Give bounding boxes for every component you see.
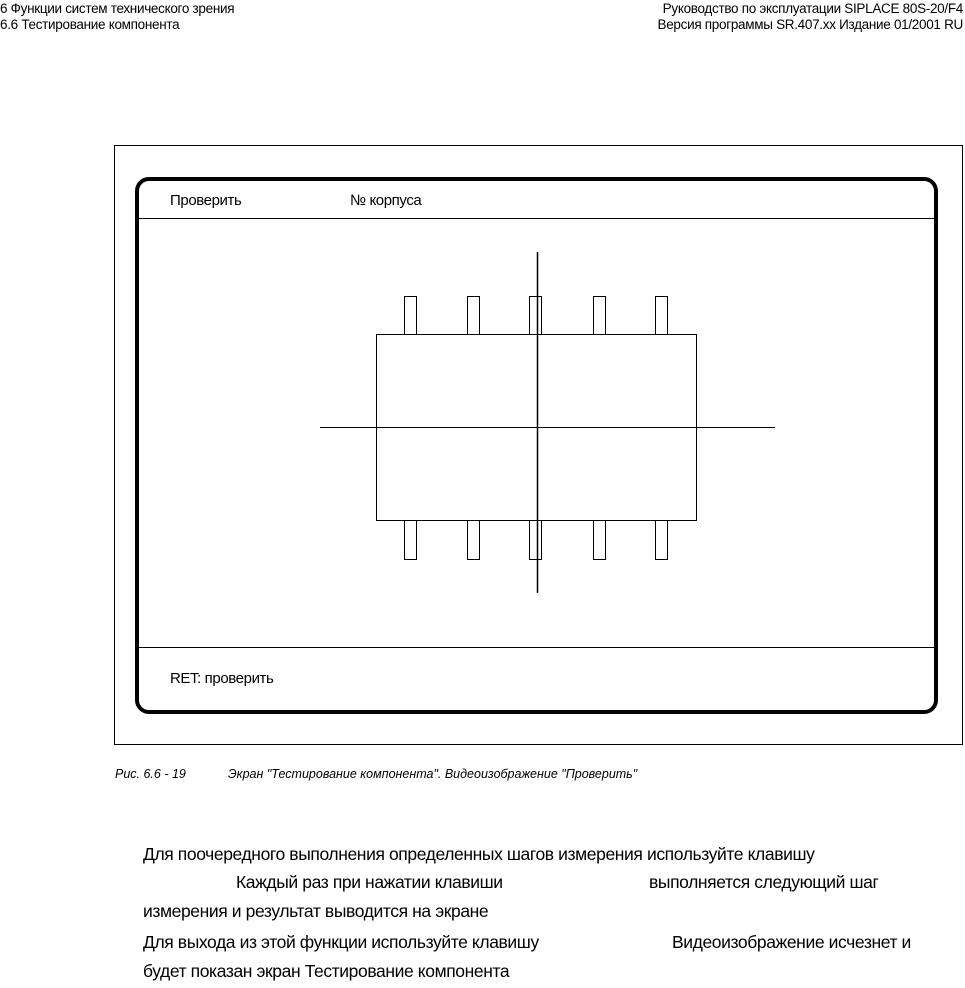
pin-top	[530, 297, 542, 335]
pin-bottom	[530, 521, 542, 560]
body-line: измерения и результат выводится на экране	[143, 901, 489, 921]
pin-bottom	[656, 521, 668, 560]
body-line: будет показан экран Тестирование компонента	[143, 961, 510, 981]
figure-caption-text: Экран "Тестирование компонента". Видеоизображение "Проверить"	[228, 767, 638, 781]
figure-caption-number: Рис. 6.6 - 19	[115, 767, 186, 781]
pin-top	[405, 297, 417, 335]
body-line: Для выхода из этой функции используйте клавишу	[143, 932, 539, 952]
screen-title-package-no: № корпуса	[350, 192, 422, 209]
header-version: Версия программы SR.407.xx Издание 01/2001 RU	[657, 17, 963, 32]
header-chapter: 6 Функции систем технического зрения	[0, 1, 235, 16]
pin-bottom	[594, 521, 606, 560]
body-line: выполняется следующий шаг	[649, 872, 879, 892]
body-line: Видеоизображение исчезнет и	[672, 932, 911, 952]
pin-top	[656, 297, 668, 335]
pin-bottom	[405, 521, 417, 560]
pin-top	[468, 297, 480, 335]
screen-title-check: Проверить	[170, 192, 242, 209]
header-manual-title: Руководство по эксплуатации SIPLACE 80S-20/F4	[662, 1, 963, 16]
body-line: Каждый раз при нажатии клавиши	[236, 872, 503, 892]
pin-top	[594, 297, 606, 335]
header-section: 6.6 Тестирование компонента	[0, 17, 180, 32]
screen-footer-hint: RET: проверить	[170, 670, 274, 687]
body-line: Для поочередного выполнения определенных шагов измерения используйте клавишу	[143, 844, 815, 864]
pin-bottom	[468, 521, 480, 560]
